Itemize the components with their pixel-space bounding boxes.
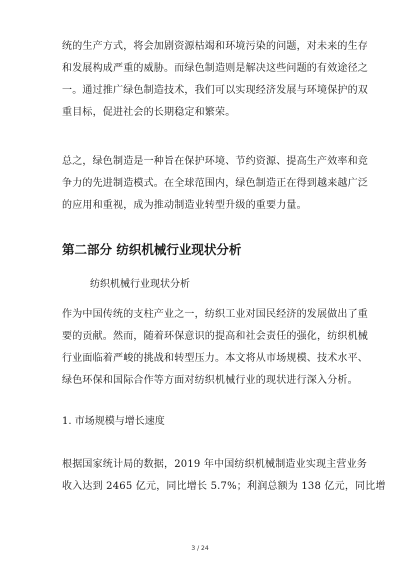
sub-heading: 纺织机械行业现状分析	[90, 279, 190, 290]
text-line: 总之，绿色制造是一种旨在保护环境、节约资源、提高生产效率和竞	[62, 156, 368, 167]
text-line: 的应用和重视，成为推动制造业转型升级的重要力量。	[62, 200, 307, 211]
text-line: 统的生产方式，将会加剧资源枯竭和环境污染的问题，对未来的生存	[62, 41, 368, 52]
item-heading: 1. 市场规模与增长速度	[62, 416, 165, 427]
paragraph-1	[62, 36, 368, 124]
paragraph-4	[62, 454, 386, 498]
text-line: 重目标，促进社会的长期稳定和繁荣。	[62, 107, 236, 118]
section-heading: 第二部分 纺织机械行业现状分析	[62, 242, 242, 257]
page-number: 3 / 24	[191, 545, 209, 552]
text-line: 一。通过推广绿色制造技术，我们可以实现经济发展与环境保护的双	[62, 85, 368, 96]
text-line: 绿色环保和国际合作等方面对纺织机械行业的现状进行深入分析。	[62, 375, 358, 386]
text-line: 要的贡献。然而，随着环保意识的提高和社会责任的强化，纺织机械	[62, 331, 368, 342]
text-line: 收入达到 2465 亿元，同比增长 5.7%；利润总额为 138 亿元，同比增	[62, 481, 386, 492]
text-line: 行业面临着严峻的挑战和转型压力。本文将从市场规模、技术水平、	[62, 353, 368, 364]
paragraph-3	[62, 304, 368, 392]
paragraph-2	[62, 151, 368, 217]
text-line: 作为中国传统的支柱产业之一，纺织工业对国民经济的发展做出了重	[62, 309, 368, 320]
text-line: 根据国家统计局的数据，2019 年中国纺织机械制造业实现主营业务	[62, 459, 368, 470]
text-line: 争力的先进制造模式。在全球范围内，绿色制造正在得到越来越广泛	[62, 178, 368, 189]
text-line: 和发展构成严重的威胁。而绿色制造则是解决这些问题的有效途径之	[62, 63, 368, 74]
